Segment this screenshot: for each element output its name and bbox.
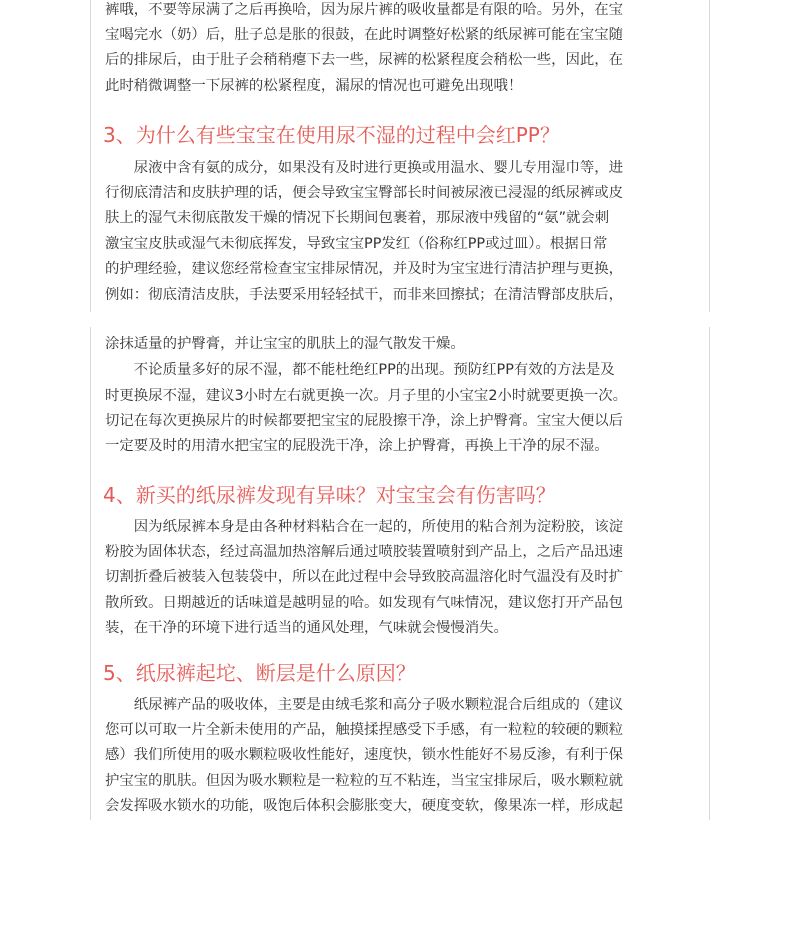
paragraph-line: 裤哦，不要等尿满了之后再换哈，因为尿片裤的吸收量都是有限的哈。另外，在宝 [105, 2, 624, 18]
paragraph-line: 粉胶为固体状态，经过高温加热溶解后通过喷胶装置喷射到产品上，之后产品迅速 [105, 544, 624, 560]
section-heading-q5: 5、纸尿裤起坨、断层是什么原因？ [103, 661, 416, 685]
paragraph-line: 的护理经验，建议您经常检查宝宝排尿情况，并及时为宝宝进行清洁护理与更换， [105, 261, 624, 277]
paragraph-line: 会发挥吸水锁水的功能，吸饱后体积会膨胀变大，硬度变软，像果冻一样，形成起 [105, 798, 624, 814]
paragraph-line: 此时稍微调整一下尿裤的松紧程度，漏尿的情况也可避免出现哦！ [105, 78, 523, 94]
paragraph-line: 散所致。日期越近的话味道是越明显的哈。如发现有气味情况，建议您打开产品包 [105, 595, 624, 611]
paragraph-line: 尿液中含有氨的成分，如果没有及时进行更换或用温水、婴儿专用湿巾等，进 [105, 160, 624, 176]
paragraph-line: 因为纸尿裤本身是由各种材料粘合在一起的，所使用的粘合剂为淀粉胶，该淀 [105, 519, 624, 535]
article-panel-bottom [90, 327, 710, 820]
paragraph-line: 纸尿裤产品的吸收体，主要是由绒毛浆和高分子吸水颗粒混合后组成的（建议 [105, 697, 624, 713]
paragraph-line: 行彻底清洁和皮肤护理的话，便会导致宝宝臀部长时间被尿液已浸湿的纸尿裤或皮 [105, 185, 624, 201]
paragraph-line: 您可以可取一片全新未使用的产品，触摸揉捏感受下手感，有一粒粒的较硬的颗粒 [105, 722, 624, 738]
paragraph-line: 时更换尿不湿，建议3小时左右就更换一次。月子里的小宝宝2小时就要更换一次。 [105, 388, 627, 404]
paragraph-line: 护宝宝的肌肤。但因为吸水颗粒是一粒粒的互不粘连，当宝宝排尿后，吸水颗粒就 [105, 773, 624, 789]
section-heading-q3: 3、为什么有些宝宝在使用尿不湿的过程中会红PP？ [103, 123, 560, 147]
paragraph-line: 宝喝完水（奶）后，肚子总是胀的很鼓，在此时调整好松紧的纸尿裤可能在宝宝随 [105, 27, 624, 43]
paragraph-line: 后的排尿后，由于肚子会稍稍瘪下去一些，尿裤的松紧程度会稍松一些，因此，在 [105, 52, 624, 68]
paragraph-line: 装，在干净的环境下进行适当的通风处理，气味就会慢慢消失。 [105, 620, 508, 636]
paragraph-line: 切记在每次更换尿片的时候都要把宝宝的屁股擦干净，涂上护臀膏。宝宝大便以后 [105, 413, 624, 429]
section-heading-q4: 4、新买的纸尿裤发现有异味？对宝宝会有伤害吗？ [103, 483, 556, 507]
paragraph-line: 例如：彻底清洁皮肤，手法要采用轻轻拭干，而非来回擦拭；在清洁臀部皮肤后， [105, 287, 624, 303]
paragraph-line: 涂抹适量的护臀膏，并让宝宝的肌肤上的湿气散发干燥。 [105, 336, 465, 352]
paragraph-line: 肤上的湿气未彻底散发干燥的情况下长期间包裹着，那尿液中残留的“氨”就会刺 [105, 210, 610, 226]
paragraph-line: 切割折叠后被装入包装袋中，所以在此过程中会导致胶高温溶化时气温没有及时扩 [105, 569, 624, 585]
paragraph-line: 激宝宝皮肤或湿气未彻底挥发，导致宝宝PP发红（俗称红PP或过皿）。根据日常 [105, 236, 608, 252]
article-panel-top [90, 0, 710, 312]
paragraph-line: 感）我们所使用的吸水颗粒吸收性能好，速度快，锁水性能好不易反渗，有利于保 [105, 747, 624, 763]
paragraph-line: 不论质量多好的尿不湿，都不能杜绝红PP的出现。预防红PP有效的方法是及 [105, 362, 615, 378]
paragraph-line: 一定要及时的用清水把宝宝的屁股洗干净，涂上护臀膏，再换上干净的尿不湿。 [105, 438, 609, 454]
